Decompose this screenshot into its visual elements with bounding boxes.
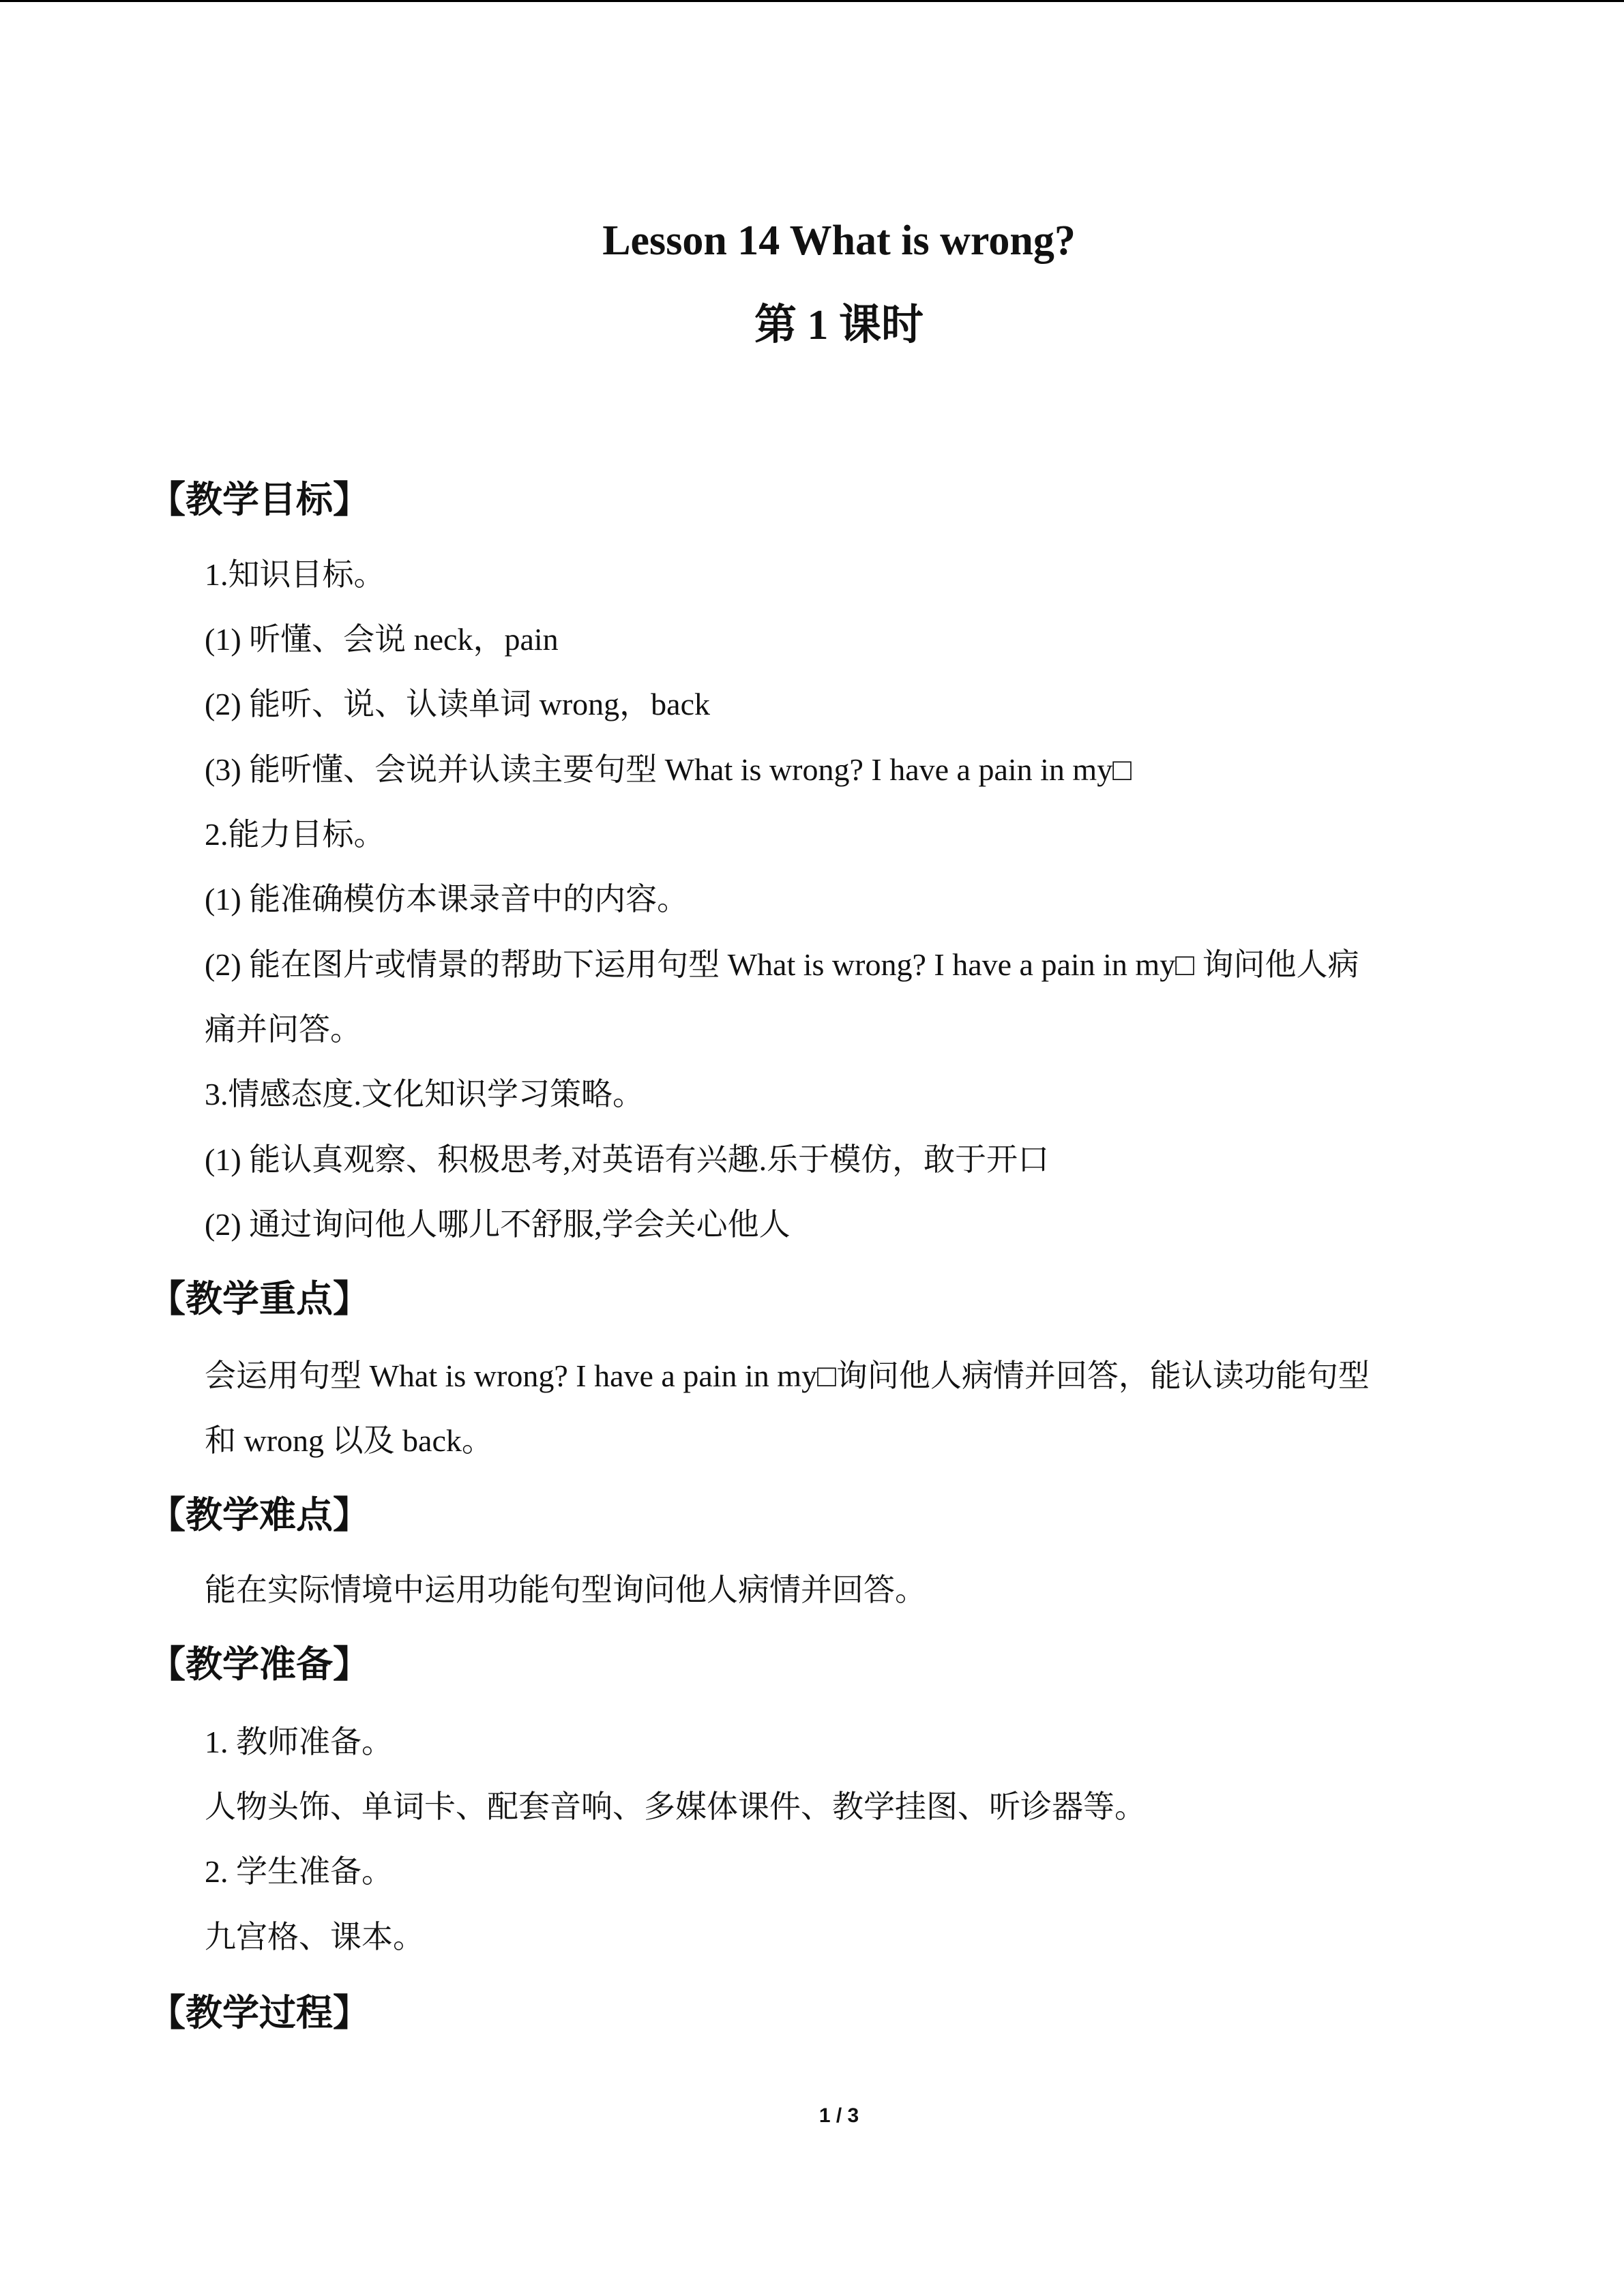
page-top-border	[0, 0, 1624, 2]
key-points-line-2: 和 wrong 以及 back。	[205, 1423, 493, 1458]
heading-process: 【教学过程】	[149, 1993, 370, 2033]
heading-difficulties: 【教学难点】	[149, 1495, 370, 1536]
objectives-line-4: (3) 能听懂、会说并认读主要句型 What is wrong? I have a pain in my□	[205, 752, 1132, 787]
objectives-line-3: (2) 能听、说、认读单词 wrong，back	[205, 687, 711, 721]
objectives-line-8: 痛并问答。	[205, 1012, 361, 1047]
lesson-period: 第 1 课时	[754, 302, 924, 348]
key-points-line-1: 会运用句型 What is wrong? I have a pain in my□询问他人病情并回答，能认读功能句型	[205, 1358, 1370, 1393]
objectives-line-7: (2) 能在图片或情景的帮助下运用句型 What is wrong? I have a pain in my□ 询问他人病	[205, 947, 1359, 982]
objectives-line-11: (2) 通过询问他人哪儿不舒服,学会关心他人	[205, 1207, 791, 1242]
heading-objectives: 【教学目标】	[149, 479, 370, 520]
preparation-line-4: 九宫格、课本。	[205, 1920, 424, 1954]
objectives-line-9: 3.情感态度.文化知识学习策略。	[205, 1077, 644, 1112]
preparation-line-1: 1. 教师准备。	[205, 1725, 393, 1759]
lesson-title: Lesson 14 What is wrong?	[602, 218, 1076, 264]
heading-key-points: 【教学重点】	[149, 1279, 370, 1320]
difficulties-line-1: 能在实际情境中运用功能句型询问他人病情并回答。	[205, 1572, 926, 1607]
objectives-line-2: (1) 听懂、会说 neck，pain	[205, 622, 559, 657]
objectives-line-10: (1) 能认真观察、积极思考,对英语有兴趣.乐于模仿，敢于开口	[205, 1142, 1050, 1177]
objectives-line-6: (1) 能准确模仿本课录音中的内容。	[205, 882, 689, 916]
preparation-line-3: 2. 学生准备。	[205, 1854, 393, 1889]
objectives-line-1: 1.知识目标。	[205, 557, 385, 592]
preparation-line-2: 人物头饰、单词卡、配套音响、多媒体课件、教学挂图、听诊器等。	[205, 1789, 1146, 1824]
page-number: 1 / 3	[818, 2104, 859, 2127]
heading-preparation: 【教学准备】	[149, 1644, 370, 1685]
objectives-line-5: 2.能力目标。	[205, 817, 385, 852]
